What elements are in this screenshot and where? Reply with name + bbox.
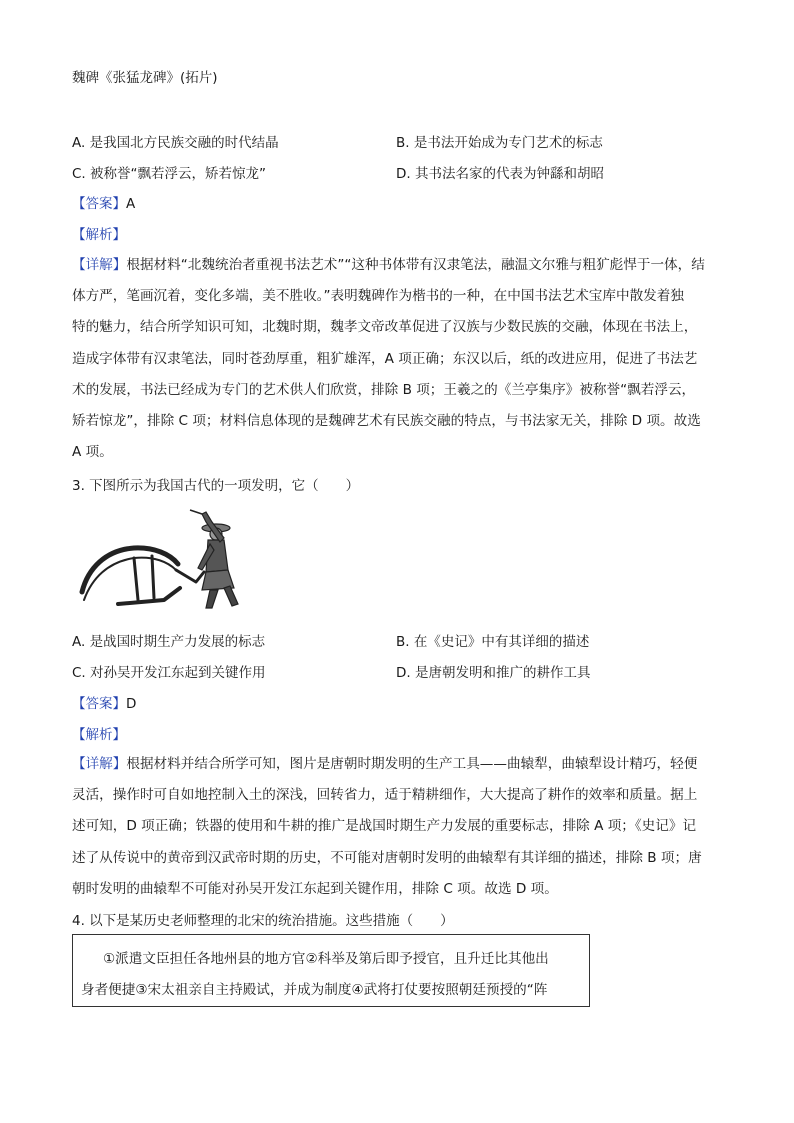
- detail-line: 【详解】根据材料并结合所学可知，图片是唐朝时期发明的生产工具——曲辕犁，曲辕犁设计精巧，轻便: [72, 756, 698, 772]
- detail-line: 灵活，操作时可自如地控制入土的深浅，回转省力，适于精耕细作，大大提高了耕作的效率和质量。据上: [72, 787, 698, 804]
- detail-line: 术的发展，书法已经成为专门的艺术供人们欣赏，排除 B 项；王羲之的《兰亭集序》被称誉“飘若浮云，: [72, 381, 696, 398]
- q2-option-d: D. 其书法名家的代表为钟繇和胡昭: [396, 166, 604, 182]
- detail-line: 造成字体带有汉隶笔法，同时苍劲厚重，粗犷雄浑，A 项正确；东汉以后，纸的改进应用，促进了书法艺: [72, 350, 698, 367]
- answer-value: D: [126, 696, 137, 712]
- image-caption: 魏碑《张猛龙碑》(拓片): [72, 70, 218, 86]
- curved-plow-illustration: [78, 508, 258, 612]
- detail-tag: 【详解】: [72, 756, 127, 772]
- answer-value: A: [126, 196, 136, 212]
- detail-line: A 项。: [72, 444, 113, 461]
- q3-stem: 3. 下图所示为我国古代的一项发明，它（ ）: [72, 478, 360, 494]
- detail-tag: 【详解】: [72, 257, 127, 273]
- detail-line: 【详解】根据材料“北魏统治者重视书法艺术”“这种书体带有汉隶笔法，融温文尔雅与粗犷彪悍于一体，结: [72, 257, 705, 273]
- q4-stem: 4. 以下是某历史老师整理的北宋的统治措施。这些措施（ ）: [72, 913, 454, 929]
- box-line: 身者便捷③宋太祖亲自主持殿试，并成为制度④武将打仗要按照朝廷预授的“阵: [81, 982, 548, 998]
- q3-analysis-tag: 【解析】: [72, 727, 126, 743]
- q2-analysis-tag: 【解析】: [72, 227, 126, 243]
- q2-option-a: A. 是我国北方民族交融的时代结晶: [72, 135, 279, 151]
- detail-line: 矫若惊龙”，排除 C 项；材料信息体现的是魏碑艺术有民族交融的特点，与书法家无关，排除 D 项。故选: [72, 413, 701, 430]
- detail-line: 朝时发明的曲辕犁不可能对孙吴开发江东起到关键作用，排除 C 项。故选 D 项。: [72, 880, 558, 897]
- q2-answer: [72, 192, 135, 212]
- q3-option-d: D. 是唐朝发明和推广的耕作工具: [396, 665, 591, 681]
- answer-tag: 【答案】: [72, 196, 126, 212]
- detail-line: 述了从传说中的黄帝到汉武帝时期的历史，不可能对唐朝时发明的曲辕犁有其详细的描述，排除 B 项；唐: [72, 849, 702, 866]
- q2-detail-paragraph: [72, 250, 724, 468]
- q2-option-c: C. 被称誉“飘若浮云，矫若惊龙”: [72, 166, 266, 182]
- detail-line: 述可知，D 项正确；铁器的使用和牛耕的推广是战国时期生产力发展的重要标志，排除 A 项；《史记》记: [72, 818, 697, 835]
- q3-answer: [72, 692, 136, 712]
- detail-line: 体方严，笔画沉着，变化多端，美不胜收。”表明魏碑作为楷书的一种，在中国书法艺术宝库中散发着独: [72, 288, 684, 305]
- q3-option-c: C. 对孙吴开发江东起到关键作用: [72, 665, 266, 681]
- q3-option-a: A. 是战国时期生产力发展的标志: [72, 634, 266, 650]
- q3-detail-paragraph: [72, 749, 724, 905]
- q4-material-box: [72, 934, 590, 1007]
- q3-option-b: B. 在《史记》中有其详细的描述: [396, 634, 590, 650]
- q2-option-b: B. 是书法开始成为专门艺术的标志: [396, 135, 603, 151]
- answer-tag: 【答案】: [72, 696, 126, 712]
- box-line: ①派遣文臣担任各地州县的地方官②科举及第后即予授官，且升迁比其他出: [103, 951, 549, 967]
- detail-line: 特的魅力，结合所学知识可知，北魏时期，魏孝文帝改革促进了汉族与少数民族的交融，体现在书法上，: [72, 319, 698, 336]
